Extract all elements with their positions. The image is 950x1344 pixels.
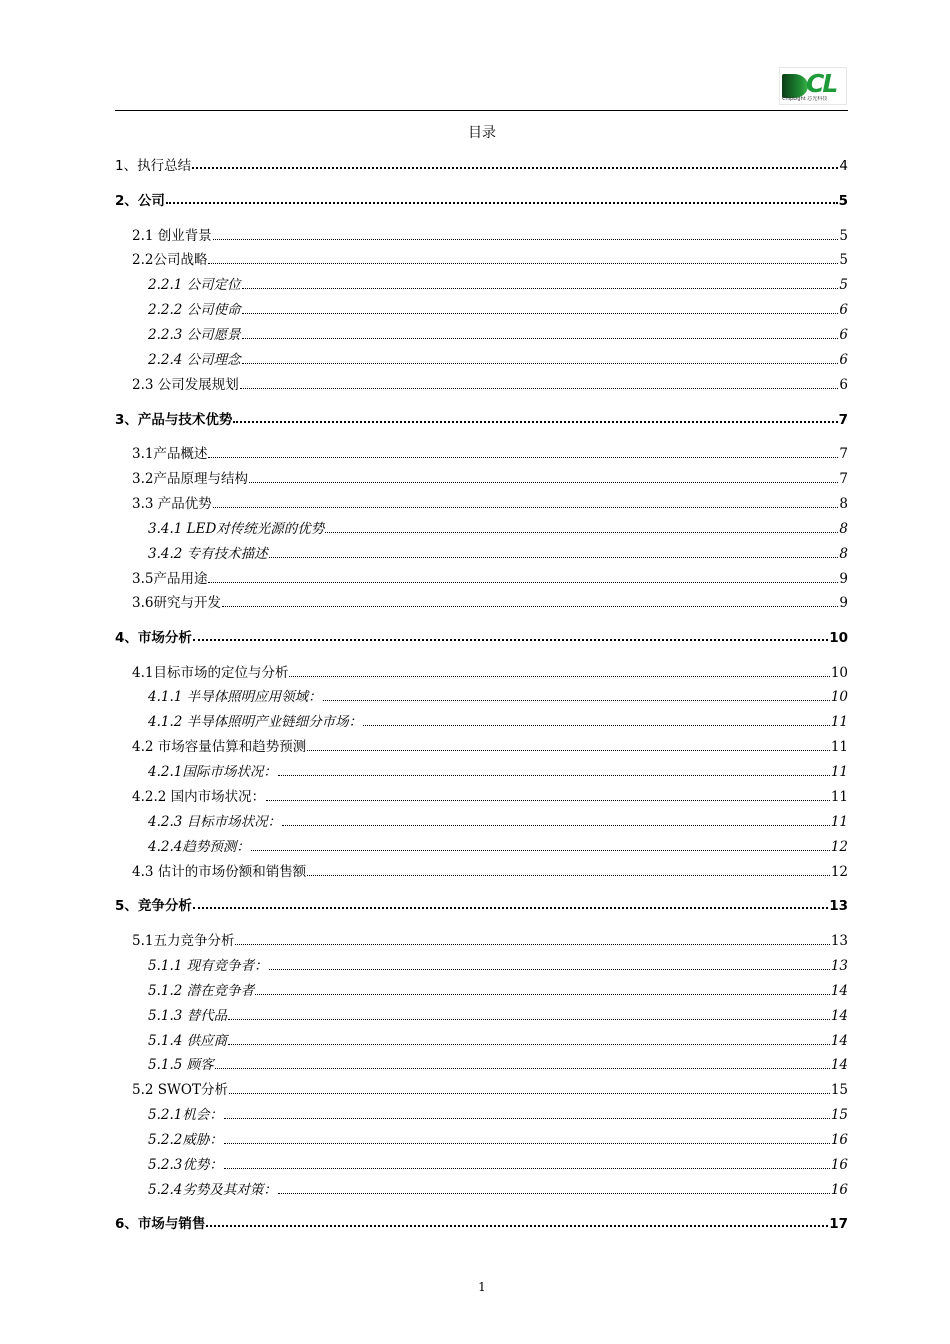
toc-entry[interactable]: 4.2.1国际市场状况： 11 bbox=[148, 764, 848, 780]
toc-entry[interactable]: 3.3 产品优势 8 bbox=[132, 496, 848, 512]
toc-entry[interactable]: 5、竞争分析 13 bbox=[115, 898, 848, 914]
toc-entry[interactable]: 3、产品与技术优势 7 bbox=[115, 412, 848, 428]
toc-entry[interactable]: 4、市场分析 10 bbox=[115, 630, 848, 646]
logo-subtext: ChipLight 芯光科技 bbox=[782, 96, 828, 102]
toc-entry[interactable]: 2.2.1 公司定位 5 bbox=[148, 277, 848, 293]
toc-entry[interactable]: 2.2.3 公司愿景 6 bbox=[148, 327, 848, 343]
toc-entry[interactable]: 5.2.4劣势及其对策： 16 bbox=[148, 1182, 848, 1198]
toc-entry[interactable]: 3.4.1 LED对传统光源的优势 8 bbox=[148, 521, 848, 537]
toc-entry[interactable]: 4.3 估计的市场份额和销售额 12 bbox=[132, 864, 848, 880]
toc-entry[interactable]: 5.1五力竞争分析 13 bbox=[132, 933, 848, 949]
toc-entry[interactable]: 4.1.2 半导体照明产业链细分市场： 11 bbox=[148, 714, 848, 730]
toc-entry[interactable]: 2.2.2 公司使命 6 bbox=[148, 302, 848, 318]
toc-entry[interactable]: 5.2.3优势： 16 bbox=[148, 1157, 848, 1173]
toc-entry[interactable]: 4.1.1 半导体照明应用领域： 10 bbox=[148, 689, 848, 705]
toc-entry[interactable]: 5.1.5 顾客 14 bbox=[148, 1057, 848, 1073]
toc-title: 目录 bbox=[468, 125, 496, 141]
toc-entry[interactable]: 2、公司 5 bbox=[115, 193, 848, 209]
toc-entry[interactable]: 5.1.1 现有竞争者： 13 bbox=[148, 958, 848, 974]
toc-entry[interactable]: 5.2.1机会： 15 bbox=[148, 1107, 848, 1123]
toc-entry[interactable]: 6、市场与销售 17 bbox=[115, 1216, 848, 1232]
toc-entry[interactable]: 5.1.3 替代品 14 bbox=[148, 1008, 848, 1024]
toc-entry[interactable]: 5.1.2 潜在竞争者 14 bbox=[148, 983, 848, 999]
toc-entry[interactable]: 2.2.4 公司理念 6 bbox=[148, 352, 848, 368]
toc-entry[interactable]: 4.2.3 目标市场状况： 11 bbox=[148, 814, 848, 830]
toc-entry[interactable]: 3.4.2 专有技术描述 8 bbox=[148, 546, 848, 562]
toc-entry[interactable]: 5.2 SWOT分析 15 bbox=[132, 1082, 848, 1098]
toc-entry[interactable]: 4.1目标市场的定位与分析 10 bbox=[132, 665, 848, 681]
toc-entry[interactable]: 2.1 创业背景 5 bbox=[132, 228, 848, 244]
toc-entry[interactable]: 3.2产品原理与结构 7 bbox=[132, 471, 848, 487]
toc-entry[interactable]: 1、执行总结 4 bbox=[115, 158, 848, 174]
toc-entry[interactable]: 5.2.2威胁： 16 bbox=[148, 1132, 848, 1148]
toc-entry[interactable]: 4.2.2 国内市场状况： 11 bbox=[132, 789, 848, 805]
toc-entry[interactable]: 5.1.4 供应商 14 bbox=[148, 1033, 848, 1049]
toc-entry[interactable]: 2.2公司战略 5 bbox=[132, 252, 848, 268]
toc-entry[interactable]: 4.2.4趋势预测： 12 bbox=[148, 839, 848, 855]
logo-mark: CL bbox=[806, 69, 837, 98]
toc-entry[interactable]: 3.6研究与开发 9 bbox=[132, 595, 848, 611]
toc-entry[interactable]: 3.1产品概述 7 bbox=[132, 446, 848, 462]
page-number: 1 bbox=[478, 1280, 486, 1294]
toc-entry[interactable]: 3.5产品用途 9 bbox=[132, 571, 848, 587]
toc-entry[interactable]: 2.3 公司发展规划 6 bbox=[132, 377, 848, 393]
toc-entry[interactable]: 4.2 市场容量估算和趋势预测 11 bbox=[132, 739, 848, 755]
